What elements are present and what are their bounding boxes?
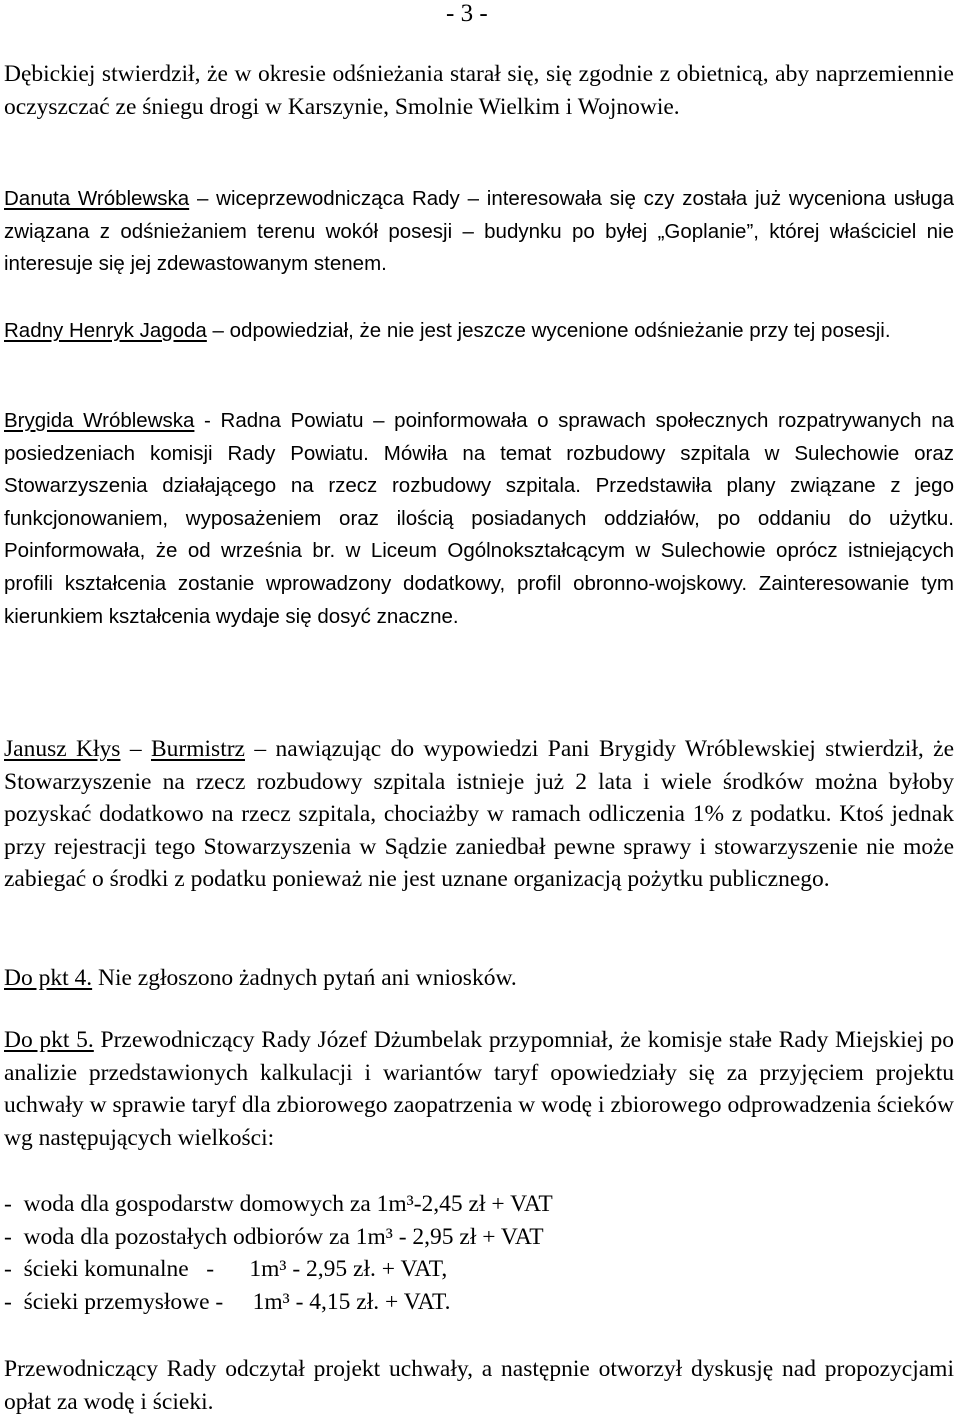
paragraph-closing — [4, 1353, 954, 1418]
paragraph-text: Przewodniczący Rady Józef Dżumbelak przypomniał, że komisje stałe Rady Miejskiej po analizie przedstawionych kalkulacji i wariantów taryf opowiedziały się za przyjęciem projektu uchwały w sprawie taryf dla zbiorowego zaopatrzenia w wodę i zbiorowego odprowadzenia ścieków wg następujących wielkości: — [4, 1027, 955, 1151]
tariff-item: - ścieki przemysłowe - 1m³ - 4,15 zł. + VAT. — [4, 1288, 451, 1315]
paragraph-text: Dębickiej stwierdził, że w okresie odśnieżania starał się, się zgodnie z obietnicą, aby naprzemiennie oczyszczać ze śniegu drogi w Karszynie, Smolnie Wielkim i Wojnowie. — [4, 61, 954, 120]
paragraph-text: – odpowiedział, że nie jest jeszcze wycenione odśnieżanie przy tej posesji. — [206, 319, 891, 342]
paragraph-brygida-wroblewska — [4, 405, 954, 633]
speaker-separator: – — [120, 736, 151, 762]
paragraph-text: Nie zgłoszono żadnych pytań ani wniosków. — [92, 965, 517, 991]
agenda-point-label: Do pkt 5. — [4, 1027, 94, 1053]
paragraph-pkt-4 — [4, 962, 954, 995]
tariff-item: - woda dla gospodarstw domowych za 1m³-2,45 zł + VAT — [4, 1191, 553, 1217]
paragraph-danuta-wroblewska — [4, 183, 954, 281]
paragraph-pkt-5 — [4, 1024, 954, 1154]
speaker-name: Janusz Kłys — [4, 736, 121, 762]
tariff-item: - ścieki komunalne - 1m³ - 2,95 zł. + VAT, — [4, 1256, 448, 1283]
paragraph-text: - Radna Powiatu – poinformowała o sprawach społecznych rozpatrywanych na posiedzeniach komisji Rady Powiatu. Mówiła na temat rozbudowy szpitala w Sulechowie oraz Stowarzyszenia działającego na rzecz rozbudowy szpitala. Przedstawiła plany związane z jego funkcjonowaniem, wyposażeniem oraz ilością posiadanych oddziałów, po oddaniu do użytku. Poinformowała, że od września br. w Liceum Ogólnokształcącym w Sulechowie oprócz istniejących profili kształcenia zostanie wprowadzony dodatkowy, profil obronno-wojskowy. Zainteresowanie tym kierunkiem kształcenia wydaje się dosyć znaczne. — [4, 409, 954, 628]
page-number: - 3 - — [446, 0, 488, 27]
paragraph-debicka — [4, 58, 954, 123]
paragraph-text: – nawiązując do wypowiedzi Pani Brygidy Wróblewskiej stwierdził, że Stowarzyszenie na rzecz rozbudowy szpitala istnieje już 2 lata i wiele środków można byłoby pozyskać dodatkowo na rzecz szpitala, chociażby w ramach odliczenia 1% z podatku. Ktoś jednak przy rejestracji tego Stowarzyszenia w Sądzie zaniedbał pewne sprawy i stowarzyszenie nie może zabiegać o środki z podatku ponieważ nie jest uznane organizacją pożytku publicznego. — [4, 736, 955, 893]
paragraph-text: – wiceprzewodnicząca Rady – interesowała się czy została już wyceniona usługa związana z odśnieżaniem terenu wokół posesji – budynku po byłej „Goplanie”, której właściciel nie interesuje się jej zdewastowanym stenem. — [4, 187, 954, 276]
speaker-name: Radny Henryk Jagoda — [4, 319, 207, 342]
speaker-name: Danuta Wróblewska — [4, 187, 190, 210]
paragraph-janusz-klys — [4, 733, 954, 896]
speaker-title: Burmistrz — [151, 736, 245, 762]
speaker-name: Brygida Wróblewska — [4, 409, 195, 432]
tariff-list — [4, 1188, 954, 1318]
agenda-point-label: Do pkt 4. — [4, 965, 93, 991]
paragraph-henryk-jagoda — [4, 315, 954, 348]
tariff-item: - woda dla pozostałych odbiorów za 1m³ - 2,95 zł + VAT — [4, 1223, 544, 1250]
paragraph-text: Przewodniczący Rady odczytał projekt uchwały, a następnie otworzył dyskusję nad propozycjami opłat za wodę i ścieki. — [4, 1356, 954, 1415]
